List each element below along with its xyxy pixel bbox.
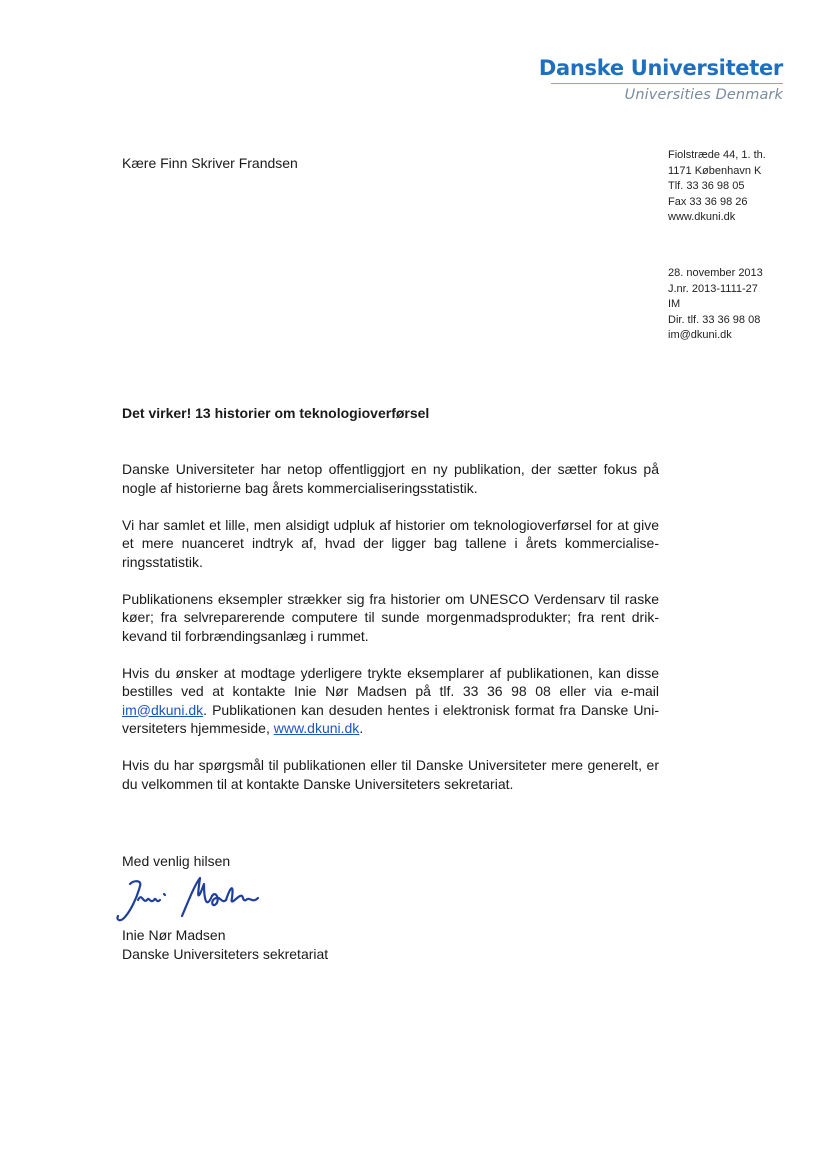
logo-divider	[551, 83, 783, 84]
paragraph-4-end: .	[359, 720, 364, 736]
letter-date: 28. november 2013	[668, 267, 763, 279]
email-link[interactable]: im@dkuni.dk	[122, 701, 204, 718]
journal-number: J.nr. 2013-1111-27	[668, 282, 758, 295]
letter-subject: Det virker! 13 historier om teknologioverførsel	[122, 405, 430, 421]
sender-address	[668, 148, 766, 226]
fax-line: Fax 33 36 98 26	[668, 195, 748, 208]
paragraph-5: Hvis du har spørgsmål til publikationen eller til Danske Universiteter mere generelt, er du velkommen til at kontakte Danske Universiteters sekretariat.	[122, 757, 659, 792]
paragraph-4-text: Hvis du ønsker at modtage yderligere trykte eksemplarer af publikationen, kan disse bestilles ved at kontakte Inie Nør Madsen på tlf. 33 36 98 08 eller via e-mail	[122, 664, 659, 699]
signature-drawing	[112, 870, 272, 930]
paragraph-3: Publikationens eksempler strækker sig fra historier om UNESCO Verdensarv til raske køer; fra selvreparerende computere til sunde morgenmadsprodukter; fra rent drik-kevand til forbrændingsanlæg i rummet.	[122, 590, 659, 644]
website-line: www.dkuni.dk	[668, 211, 736, 224]
paragraph-4	[122, 664, 659, 738]
closing: Med venlig hilsen	[122, 853, 231, 869]
signer-block	[122, 926, 328, 963]
phone-line: Tlf. 33 36 98 05	[668, 180, 745, 193]
paragraph-2: Vi har samlet et lille, men alsidigt udpluk af historier om teknologioverførsel for at give et mere nuanceret indtryk af, hvad der ligger bag tallene i årets kommercialise-ringsstatistik.	[122, 516, 659, 570]
letter-meta	[668, 266, 763, 344]
letter-body	[122, 460, 659, 812]
salutation: Kære Finn Skriver Frandsen	[122, 155, 298, 171]
organization-logo	[523, 56, 783, 103]
paragraph-1: Danske Universiteter har netop offentliggjort en ny publikation, der sætter fokus på nogle af historierne bag årets kommercialiseringsstatistik.	[122, 461, 659, 496]
address-line: Fiolstræde 44, 1. th.	[668, 149, 766, 161]
address-line: 1171 København K	[668, 164, 762, 177]
initials: IM	[668, 298, 681, 311]
direct-phone: Dir. tlf. 33 36 98 08	[668, 313, 761, 326]
logo-subtitle: Universities Denmark	[624, 87, 783, 103]
paragraph-4-text: . Publikationen kan desuden hentes i elektronisk format fra Danske Uni-versiteters hjemmeside,	[122, 701, 659, 736]
signer-title: Danske Universiteters sekretariat	[122, 945, 329, 962]
signer-name: Inie Nør Madsen	[122, 927, 226, 943]
contact-email: im@dkuni.dk	[668, 329, 732, 342]
logo-name: Danske Universiteter	[538, 56, 783, 80]
website-link[interactable]: www.dkuni.dk	[273, 720, 360, 736]
